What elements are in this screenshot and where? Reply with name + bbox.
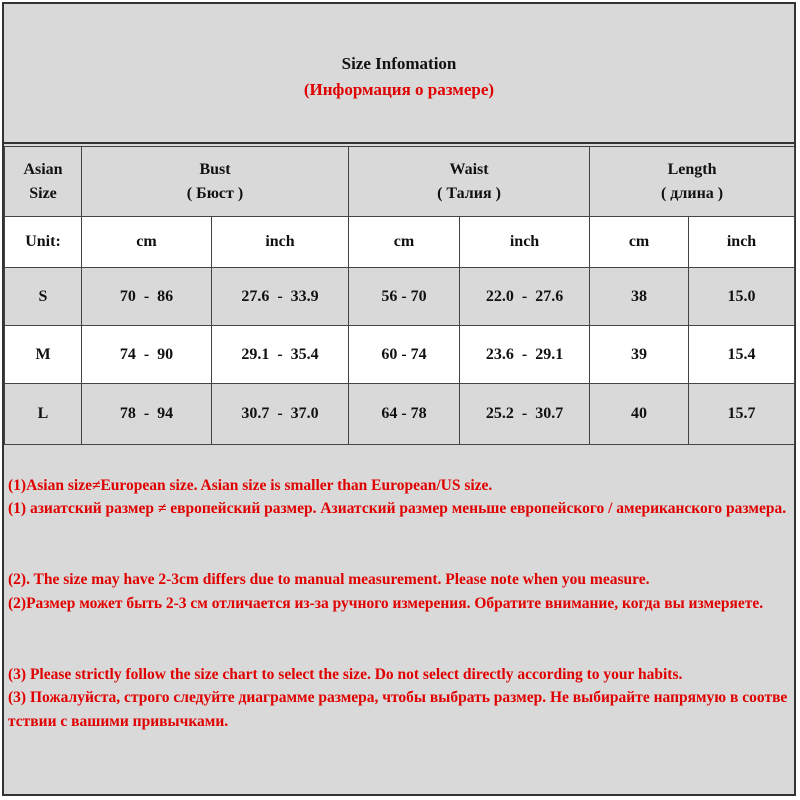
unit-length-cm: cm xyxy=(590,217,689,268)
length-label-ru: ( длина ) xyxy=(660,184,724,202)
length-header xyxy=(590,147,795,217)
note-1-ru: (1) азиатский размер ≠ европейский размер. Азиатский размер меньше европейского / американского размера. xyxy=(8,500,787,517)
size-cell: L xyxy=(5,384,82,445)
size-cell: M xyxy=(5,326,82,384)
waist-cm-cell: 56 - 70 xyxy=(349,268,460,326)
length-inch-cell: 15.0 xyxy=(689,268,795,326)
unit-waist-inch: inch xyxy=(460,217,590,268)
waist-header xyxy=(349,147,590,217)
size-info-header xyxy=(4,4,794,144)
waist-cm-cell: 60 - 74 xyxy=(349,326,460,384)
waist-label: Waist xyxy=(449,160,489,178)
length-inch-cell: 15.7 xyxy=(689,384,795,445)
corner-header xyxy=(5,147,82,217)
note-2-ru: (2)Размер может быть 2-3 см отличается из-за ручного измерения. Обратите внимание, когда вы измеряете. xyxy=(8,595,764,612)
bust-cm-cell: 78 - 94 xyxy=(82,384,212,445)
waist-label-ru: ( Талия ) xyxy=(437,184,501,202)
waist-inch-cell: 23.6 - 29.1 xyxy=(460,326,590,384)
corner-line2: Size xyxy=(29,184,57,202)
bust-inch-cell: 27.6 - 33.9 xyxy=(212,268,349,326)
length-inch-cell: 15.4 xyxy=(689,326,795,384)
size-cell: S xyxy=(5,268,82,326)
unit-label: Unit: xyxy=(5,217,82,268)
corner-line1: Asian xyxy=(23,160,63,178)
unit-waist-cm: cm xyxy=(349,217,460,268)
waist-inch-cell: 22.0 - 27.6 xyxy=(460,268,590,326)
length-cm-cell: 38 xyxy=(590,268,689,326)
size-info-panel xyxy=(2,2,796,796)
note-2-en: (2). The size may have 2-3cm differs due to manual measurement. Please note when you measure. xyxy=(8,571,650,588)
header-title: Size Infomation xyxy=(341,54,457,73)
bust-label: Bust xyxy=(199,160,231,178)
bust-inch-cell: 29.1 - 35.4 xyxy=(212,326,349,384)
unit-bust-inch: inch xyxy=(212,217,349,268)
waist-cm-cell: 64 - 78 xyxy=(349,384,460,445)
note-3-en: (3) Please strictly follow the size chart to select the size. Do not select directly according to your habits. xyxy=(8,666,683,683)
table-row xyxy=(5,384,795,445)
table-row xyxy=(5,326,795,384)
bust-label-ru: ( Бюст ) xyxy=(186,184,244,202)
bust-cm-cell: 70 - 86 xyxy=(82,268,212,326)
unit-length-inch: inch xyxy=(689,217,795,268)
note-1-en: (1)Asian size≠European size. Asian size is smaller than European/US size. xyxy=(8,477,493,494)
header-subtitle: (Информация о размере) xyxy=(303,80,495,99)
unit-row xyxy=(5,217,795,268)
unit-bust-cm: cm xyxy=(82,217,212,268)
length-cm-cell: 39 xyxy=(590,326,689,384)
note-3-ru: (3) Пожалуйста, строго следуйте диаграмме размера, чтобы выбрать размер. Не выбирайте напрямую в соответствии с вашими привычками. xyxy=(8,689,788,730)
length-label: Length xyxy=(667,160,717,178)
bust-header xyxy=(82,147,349,217)
waist-inch-cell: 25.2 - 30.7 xyxy=(460,384,590,445)
table-header-row xyxy=(5,147,795,217)
bust-inch-cell: 30.7 - 37.0 xyxy=(212,384,349,445)
bust-cm-cell: 74 - 90 xyxy=(82,326,212,384)
length-cm-cell: 40 xyxy=(590,384,689,445)
size-table xyxy=(4,146,795,445)
table-row xyxy=(5,268,795,326)
